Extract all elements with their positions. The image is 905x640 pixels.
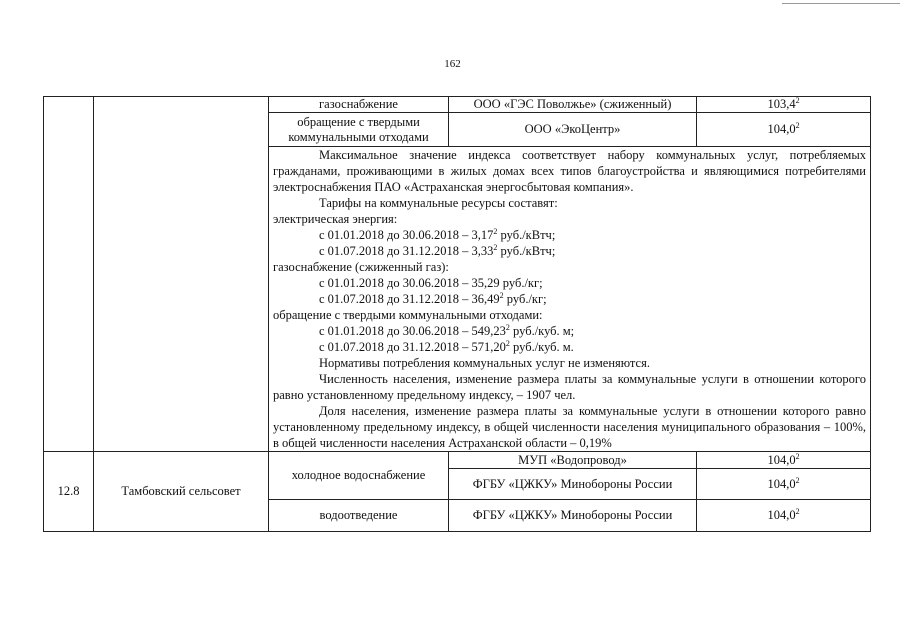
footnote-mark: 2 (795, 475, 800, 485)
tariff-line (273, 243, 866, 259)
tariff-unit: руб./кВтч; (497, 244, 556, 258)
page-number: 162 (444, 58, 461, 70)
norms-paragraph: Нормативы потребления коммунальных услуг не изменяются. (319, 356, 650, 370)
footnote-mark: 2 (795, 451, 800, 461)
tariff-text: с 01.07.2018 до 31.12.2018 – 36,49 (319, 292, 500, 306)
tariff-text: с 01.01.2018 до 30.06.2018 – 549,23 (319, 324, 506, 338)
index-cell (697, 97, 871, 113)
gas-label: газоснабжение (сжиженный газ): (273, 260, 449, 274)
tariff-unit: руб./куб. м; (509, 324, 575, 338)
footnote-mark: 2 (795, 96, 800, 105)
tariff-text: с 01.01.2018 до 30.06.2018 – 3,17 (319, 228, 494, 242)
tariff-text: с 01.07.2018 до 31.12.2018 – 571,20 (319, 340, 506, 354)
provider-cell: ООО «ГЭС Поволжье» (сжиженный) (449, 97, 697, 113)
service-cell: газоснабжение (269, 97, 449, 113)
table-row (44, 97, 871, 113)
tariffs-intro: Тарифы на коммунальные ресурсы составят: (319, 196, 558, 210)
description-cell (269, 147, 871, 452)
index-value: 104,0 (767, 452, 796, 467)
provider-cell: ФГБУ «ЦЖКУ» Минобороны России (449, 469, 697, 500)
provider-cell: ООО «ЭкоЦентр» (449, 113, 697, 147)
service-cell: водоотведение (269, 500, 449, 532)
municipality-cell-empty (94, 97, 269, 452)
index-table (43, 96, 871, 532)
share-paragraph: Доля населения, изменение размера платы за коммунальные услуги в отношении которого равно установленному предельному индексу, в общей численности населения муниципального образования – 100%, в общей численности населения Астраханской области – 0,19% (273, 404, 866, 450)
index-value: 103,4 (767, 97, 796, 111)
tariff-line (273, 339, 866, 355)
provider-cell: ФГБУ «ЦЖКУ» Минобороны России (449, 500, 697, 532)
footnote-mark: 2 (493, 243, 498, 252)
service-cell: обращение с твердыми коммунальными отходами (269, 113, 449, 147)
tariff-line (273, 323, 866, 339)
index-cell (697, 113, 871, 147)
tariff-text: с 01.01.2018 до 30.06.2018 – 35,29 руб./кг; (319, 276, 543, 290)
index-cell (697, 452, 871, 469)
index-value: 104,0 (767, 476, 796, 491)
population-paragraph: Численность населения, изменение размера платы за коммунальные услуги в отношении которого равно установленному предельному индексу, – 1907 чел. (273, 372, 866, 402)
provider-cell: МУП «Водопровод» (449, 452, 697, 469)
footnote-mark: 2 (499, 291, 504, 300)
tariff-line (273, 275, 866, 291)
service-cell: холодное водоснабжение (269, 452, 449, 500)
tariff-unit: руб./куб. м. (509, 340, 574, 354)
tariff-line (273, 291, 866, 307)
tariff-unit: руб./кг; (503, 292, 547, 306)
footnote-mark: 2 (795, 121, 800, 130)
footnote-mark: 2 (493, 227, 498, 236)
electricity-label: электрическая энергия: (273, 212, 398, 226)
tariff-text: с 01.07.2018 до 31.12.2018 – 3,33 (319, 244, 494, 258)
municipality-name: Тамбовский сельсовет (94, 452, 269, 532)
number-cell-empty (44, 97, 94, 452)
footnote-mark: 2 (505, 323, 510, 332)
tariff-unit: руб./кВтч; (497, 228, 556, 242)
waste-label: обращение с твердыми коммунальными отходами: (273, 308, 543, 322)
index-cell (697, 500, 871, 532)
footnote-mark: 2 (795, 507, 800, 516)
max-index-paragraph: Максимальное значение индекса соответствует набору коммунальных услуг, потребляемых гражданами, проживающими в жилых домах всех типов благоустройства и являющимися потребителями электроснабжения ПАО «Астраханская энергосбытовая компания». (273, 148, 866, 194)
index-value: 104,0 (767, 508, 796, 522)
scan-artifact-line (782, 3, 900, 4)
index-cell (697, 469, 871, 500)
footnote-mark: 2 (505, 339, 510, 348)
index-value: 104,0 (767, 122, 796, 136)
row-number: 12.8 (44, 452, 94, 532)
tariff-line (273, 227, 866, 243)
table-row (44, 452, 871, 469)
